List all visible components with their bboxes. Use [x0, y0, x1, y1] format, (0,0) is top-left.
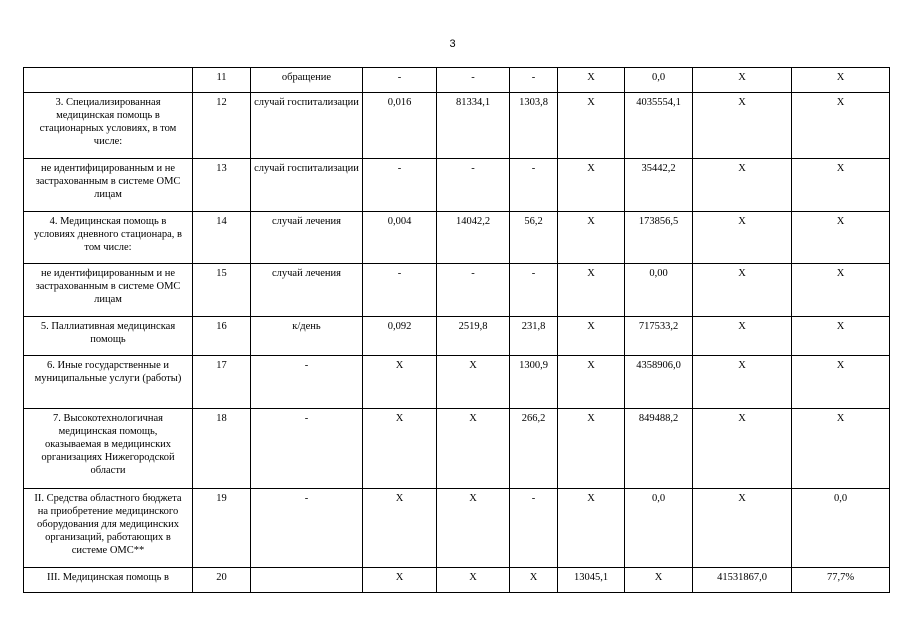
value-cell: X [792, 356, 890, 409]
unit-cell: случай госпитализации [251, 93, 363, 159]
value-cell: X [510, 568, 558, 593]
line-code: 11 [193, 68, 251, 93]
value-cell: X [558, 409, 625, 489]
line-code: 13 [193, 159, 251, 212]
value-cell: - [510, 159, 558, 212]
value-cell: X [792, 159, 890, 212]
line-code: 14 [193, 212, 251, 264]
value-cell: X [363, 409, 437, 489]
value-cell: 14042,2 [437, 212, 510, 264]
table-row [24, 409, 890, 489]
row-name: 3. Специализированная медицинская помощь в стационарных условиях, в том числе: [24, 93, 193, 159]
value-cell: 1300,9 [510, 356, 558, 409]
row-name: 5. Паллиативная медицинская помощь [24, 317, 193, 356]
page-number: 3 [449, 38, 456, 50]
unit-cell: - [251, 409, 363, 489]
unit-cell [251, 568, 363, 593]
row-name: не идентифицированным и не застрахованным в системе ОМС лицам [24, 159, 193, 212]
line-code: 15 [193, 264, 251, 317]
line-code: 19 [193, 489, 251, 568]
value-cell: 41531867,0 [693, 568, 792, 593]
value-cell: 0,0 [792, 489, 890, 568]
value-cell: X [363, 568, 437, 593]
value-cell: X [693, 489, 792, 568]
value-cell: X [437, 489, 510, 568]
value-cell: X [558, 93, 625, 159]
value-cell: X [693, 317, 792, 356]
value-cell: X [558, 264, 625, 317]
table-row [24, 159, 890, 212]
value-cell: - [510, 264, 558, 317]
value-cell: X [693, 159, 792, 212]
table-row [24, 356, 890, 409]
table-row [24, 264, 890, 317]
value-cell: X [558, 159, 625, 212]
value-cell: 849488,2 [625, 409, 693, 489]
value-cell: 717533,2 [625, 317, 693, 356]
row-name [24, 68, 193, 93]
value-cell: 0,0 [625, 68, 693, 93]
value-cell: 81334,1 [437, 93, 510, 159]
value-cell: X [693, 93, 792, 159]
value-cell: X [693, 68, 792, 93]
table-row [24, 317, 890, 356]
value-cell: X [437, 409, 510, 489]
value-cell: X [792, 409, 890, 489]
value-cell: - [437, 159, 510, 212]
unit-cell: к/день [251, 317, 363, 356]
value-cell: 4358906,0 [625, 356, 693, 409]
value-cell: 2519,8 [437, 317, 510, 356]
value-cell: X [792, 317, 890, 356]
table-row [24, 212, 890, 264]
value-cell: X [558, 356, 625, 409]
unit-cell: случай лечения [251, 212, 363, 264]
value-cell: - [363, 264, 437, 317]
value-cell: 56,2 [510, 212, 558, 264]
value-cell: 77,7% [792, 568, 890, 593]
value-cell: 0,016 [363, 93, 437, 159]
row-name: 7. Высокотехнологичная медицинская помощь, оказываемая в медицинских организациях Нижегородской области [24, 409, 193, 489]
financing-table [23, 67, 890, 593]
value-cell: 231,8 [510, 317, 558, 356]
row-name: 4. Медицинская помощь в условиях дневного стационара, в том числе: [24, 212, 193, 264]
table-row [24, 68, 890, 93]
unit-cell: случай лечения [251, 264, 363, 317]
line-code: 12 [193, 93, 251, 159]
value-cell: X [558, 212, 625, 264]
value-cell: 173856,5 [625, 212, 693, 264]
table-row [24, 568, 890, 593]
unit-cell: обращение [251, 68, 363, 93]
value-cell: X [792, 93, 890, 159]
value-cell: 35442,2 [625, 159, 693, 212]
value-cell: 13045,1 [558, 568, 625, 593]
table-row [24, 489, 890, 568]
value-cell: X [625, 568, 693, 593]
line-code: 16 [193, 317, 251, 356]
row-name: II. Средства областного бюджета на приобретение медицинского оборудования для медицинских организаций, работающих в системе ОМС** [24, 489, 193, 568]
value-cell: - [363, 159, 437, 212]
value-cell: X [558, 489, 625, 568]
value-cell: X [437, 568, 510, 593]
value-cell: X [363, 489, 437, 568]
unit-cell: - [251, 489, 363, 568]
value-cell: X [558, 317, 625, 356]
value-cell: X [792, 264, 890, 317]
value-cell: 4035554,1 [625, 93, 693, 159]
value-cell: X [437, 356, 510, 409]
value-cell: - [363, 68, 437, 93]
line-code: 17 [193, 356, 251, 409]
unit-cell: случай госпитализации [251, 159, 363, 212]
unit-cell: - [251, 356, 363, 409]
value-cell: X [693, 409, 792, 489]
line-code: 18 [193, 409, 251, 489]
row-name: III. Медицинская помощь в [24, 568, 193, 593]
value-cell: - [510, 68, 558, 93]
row-name: не идентифицированным и не застрахованным в системе ОМС лицам [24, 264, 193, 317]
value-cell: X [792, 68, 890, 93]
value-cell: 0,092 [363, 317, 437, 356]
value-cell: X [693, 264, 792, 317]
value-cell: 0,00 [625, 264, 693, 317]
table-row [24, 93, 890, 159]
value-cell: 1303,8 [510, 93, 558, 159]
value-cell: X [558, 68, 625, 93]
value-cell: X [792, 212, 890, 264]
value-cell: 266,2 [510, 409, 558, 489]
value-cell: 0,0 [625, 489, 693, 568]
value-cell: 0,004 [363, 212, 437, 264]
value-cell: X [693, 356, 792, 409]
value-cell: - [437, 68, 510, 93]
line-code: 20 [193, 568, 251, 593]
row-name: 6. Иные государственные и муниципальные услуги (работы) [24, 356, 193, 409]
value-cell: X [693, 212, 792, 264]
value-cell: - [437, 264, 510, 317]
value-cell: X [363, 356, 437, 409]
value-cell: - [510, 489, 558, 568]
